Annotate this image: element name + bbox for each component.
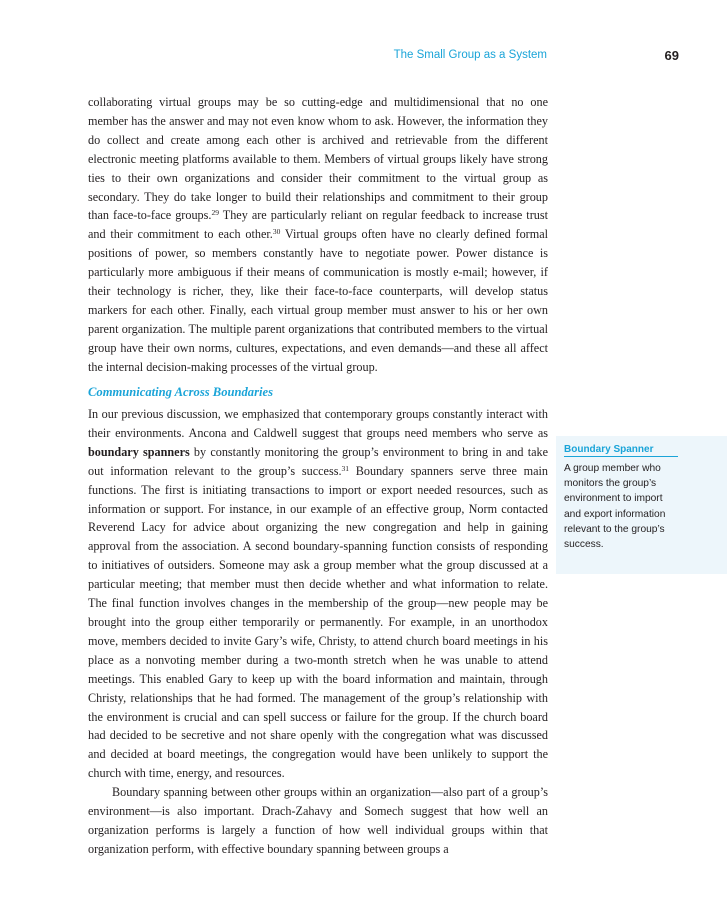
- glossary-definition: A group member who monitors the group’s environment to import and export information relevant to the group’s success.: [564, 463, 666, 551]
- paragraph-between-groups: Boundary spanning between other groups within an organization—also part of a group’s environment—is also important. Drach-Zahavy and Somech suggest that how well an organization performs is largely a function of how well individual groups within that organization perform, with effective boundary spanning between groups a: [88, 785, 548, 856]
- paragraph-text: collaborating virtual groups may be so cutting-edge and multidimensional that no one member has the answer and may not even know whom to ask. However, the information they do collect and create among each other is archived and retrievable from the different electronic meeting platforms available to them. Members of virtual groups likely have strong ties to their own organizations and consider their commitment to the virtual group as secondary. They do take longer to build their relationships and commitment to their group than face-to-face groups.: [88, 95, 548, 223]
- paragraph-text: In our previous discussion, we emphasized that contemporary groups constantly interact with their environments. Ancona and Caldwell suggest that groups need members who serve as: [88, 407, 548, 440]
- section-body: [88, 405, 548, 859]
- paragraph-text: by constantly monitoring the group’s environment to bring in and take out information relevant to the group’s success.: [88, 444, 548, 478]
- paragraph-text: They are particularly reliant on regular feedback to increase trust and their commitment to each other.: [88, 208, 548, 242]
- glossary-term: Boundary Spanner: [564, 444, 678, 457]
- footnote-ref: 29: [211, 208, 219, 218]
- paragraph-text: Boundary spanners serve three main functions. The first is initiating transactions to import or export needed resources, such as information or support. For instance, in our example of an effective group, Norm contacted Reverend Lacy for advice about organizing the new congregation and help in gaining approval from the association. A second boundary-spanning function consists of responding to initiatives of outsiders. Someone may ask a group member what the group discussed at a particular meeting; that member must then decide whether and what information to relate. The final function involves changes in the membership of the group—new people may be brought into the group either temporarily or permanently. For example, in an unorthodox move, members decided to invite Gary’s wife, Christy, to attend church board meetings in his place as a nonvoting member during a two-month stretch when he was unable to attend meetings. This enabled Gary to keep up with the board information and maintain, through Christy, relationships that he had formed. The management of the group’s relationship with the environment is crucial and can spell success or failure for the group. If the church board had decided to be secretive and not share openly with the congregation what was discussed and decided at board meetings, the congregation would have been unlikely to support the church with time, energy, and resources.: [88, 463, 548, 781]
- running-head: [0, 49, 727, 65]
- footnote-ref: 31: [341, 463, 349, 473]
- page-number: 69: [664, 48, 679, 63]
- paragraph-boundary-spanners: [88, 405, 548, 783]
- glossary-sidebar: [556, 436, 727, 574]
- section-heading: Communicating Across Boundaries: [88, 385, 273, 399]
- paragraph-virtual-groups: [88, 93, 548, 377]
- footnote-ref: 30: [272, 227, 281, 237]
- paragraph-text: Virtual groups often have no clearly defined formal positions of power, so members constantly have to negotiate power. Power distance is particularly more ambiguous if their means of communication is mostly e-mail; however, if their technology is richer, they, like their face-to-face counterparts, will develop status markers for each other. Finally, each virtual group member must answer to his or her own parent organization. The multiple parent organizations that contributed members to the virtual group have their own norms, cultures, expectations, and even demands—and these all affect the internal decision-making processes of the virtual group.: [88, 227, 548, 374]
- running-title: The Small Group as a System: [393, 49, 547, 61]
- key-term: boundary spanners: [88, 444, 190, 459]
